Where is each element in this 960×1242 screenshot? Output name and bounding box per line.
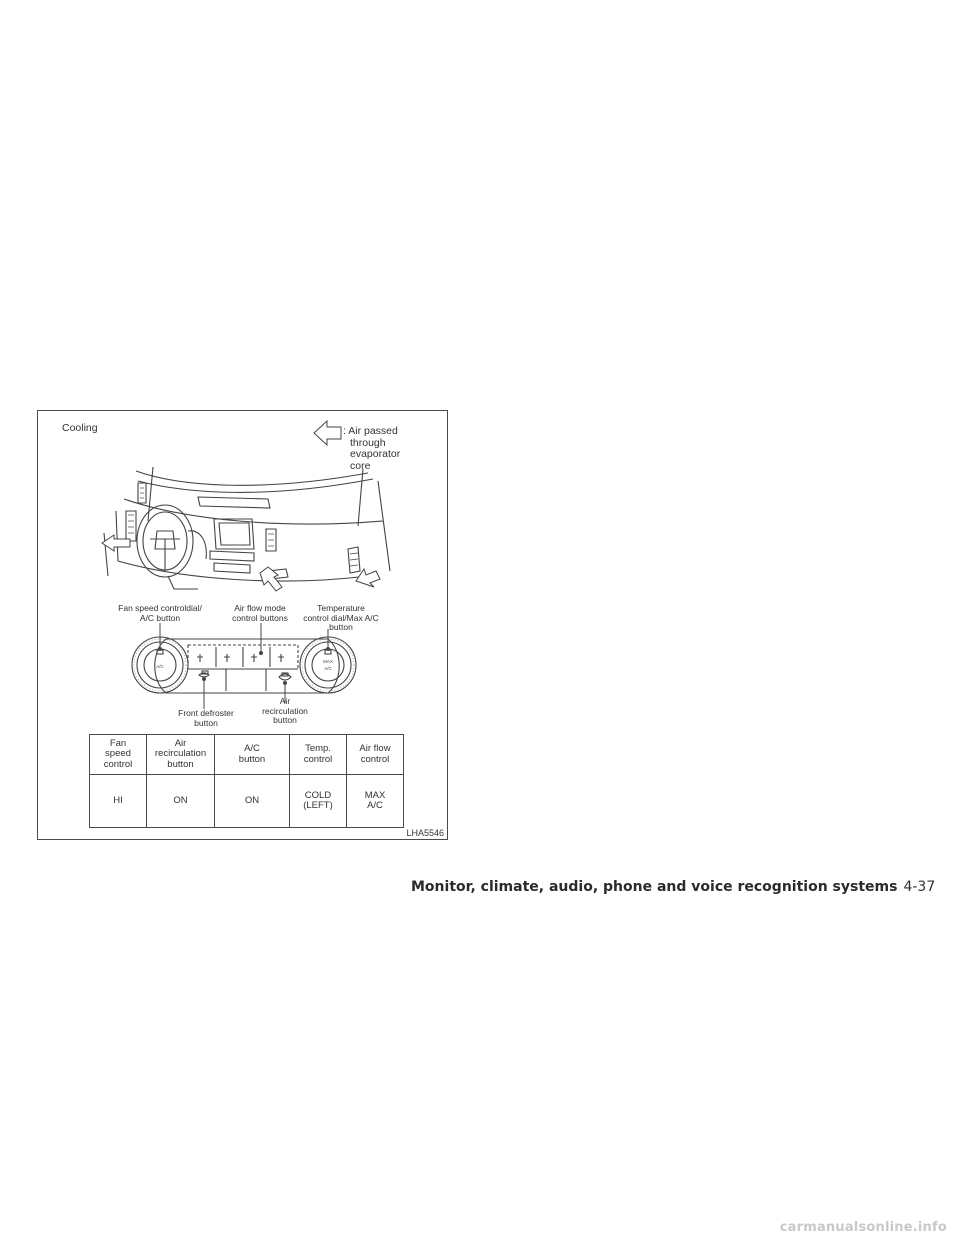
legend-line-3: evaporator	[350, 448, 401, 460]
table-cell: HI	[90, 775, 147, 828]
figure-code: LHA5546	[406, 828, 444, 838]
table-header-cell: Fan speed control	[90, 735, 147, 775]
outline-left-arrow-icon	[314, 421, 341, 445]
table-header-row	[90, 735, 404, 775]
table-row	[90, 775, 404, 828]
table-header-cell: Air flow control	[347, 735, 404, 775]
dashboard-drawing	[104, 467, 390, 589]
callout-temperature: Temperature control dial/Max A/C button	[303, 603, 379, 632]
footer-section-title: Monitor, climate, audio, phone and voice recognition systems	[411, 879, 898, 895]
climate-control-panel	[132, 637, 356, 693]
settings-table	[89, 734, 404, 828]
page-footer	[411, 878, 936, 898]
figure-section-label: Cooling	[62, 422, 98, 434]
legend-line-2: through	[350, 436, 386, 449]
table-header-cell: Temp. control	[290, 735, 347, 775]
callout-fan-speed: Fan speed controldial/ A/C button	[118, 603, 202, 623]
legend-line-1: : Air passed	[343, 425, 398, 437]
callout-front-defroster: Front defroster button	[178, 708, 234, 728]
table-header-cell: Air recirculation button	[147, 735, 215, 775]
panel-max: MAX	[323, 659, 333, 664]
watermark-link[interactable]: carmanualsonline.info	[779, 1220, 947, 1235]
panel-ac-left: A/C	[156, 664, 164, 669]
callout-air-flow-mode: Air flow mode control buttons	[232, 603, 288, 623]
table-header-cell: A/C button	[215, 735, 290, 775]
panel-ac-right: A/C	[324, 666, 332, 671]
table-cell: ON	[147, 775, 215, 828]
table-cell: MAX A/C	[347, 775, 404, 828]
vent-hatching	[128, 488, 358, 566]
air-recirculation-icon	[279, 674, 291, 680]
airflow-arrows	[102, 535, 380, 591]
page-number: 4-37	[903, 879, 936, 895]
table-cell: ON	[215, 775, 290, 828]
callout-air-recirculation: Air recirculation button	[262, 696, 308, 725]
figure-frame	[37, 410, 448, 840]
table-cell: COLD (LEFT)	[290, 775, 347, 828]
legend-line-4: core	[350, 459, 371, 472]
